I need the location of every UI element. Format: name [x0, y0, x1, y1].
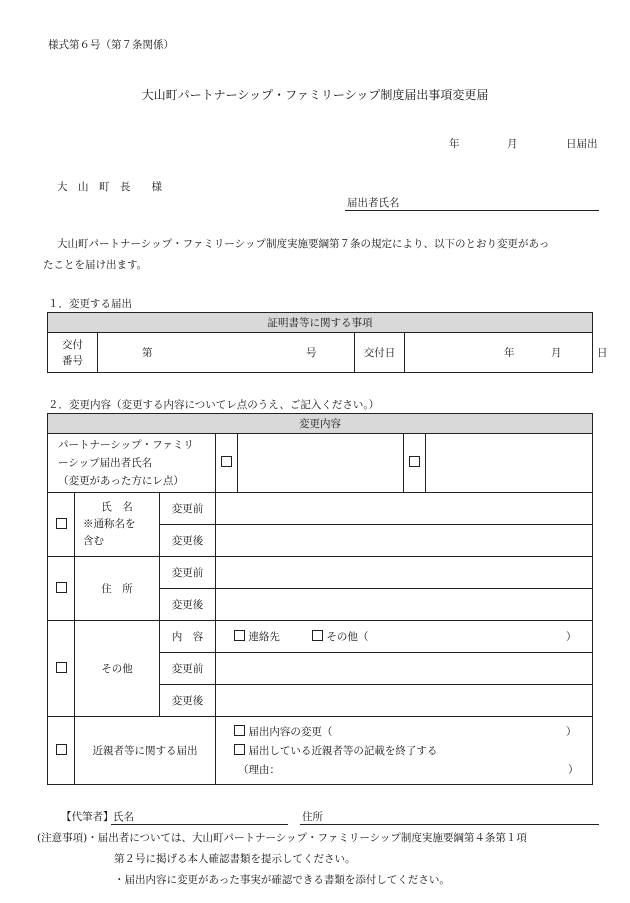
checkbox-icon [409, 456, 420, 467]
checkbox-icon [234, 725, 245, 736]
relatives-change-label: 届出内容の変更（ [248, 726, 333, 738]
relatives-label: 近親者等に関する届出 [75, 717, 216, 785]
checkbox-icon [234, 744, 245, 755]
name-after-field[interactable] [216, 525, 593, 557]
applicant-names-label [48, 434, 216, 493]
relatives-checkbox[interactable] [48, 717, 75, 785]
checkbox-icon [56, 582, 67, 593]
contact-option[interactable] [234, 629, 280, 645]
note-line-1: (注意事項)・届出者については、大山町パートナーシップ・ファミリーシップ制度実施要綱第４条第１項 [37, 832, 527, 844]
applicant-1-name-field[interactable] [238, 434, 404, 493]
checkbox-icon [221, 456, 232, 467]
note-line-3: ・届出内容に変更があった事実が確認できる書類を添付してください。 [114, 874, 450, 886]
addressee: 大 山 町 長 様 [57, 181, 162, 193]
proxy-address-label: 住所 [302, 811, 323, 823]
section1-heading: １．変更する届出 [48, 298, 132, 310]
issue-number-dai: 第 [142, 347, 153, 359]
reason-close-paren: ） [568, 764, 579, 776]
content-options [216, 621, 593, 653]
relatives-end-option[interactable] [234, 743, 437, 759]
address-before-label: 変更前 [160, 557, 216, 589]
note-line-2: 第２号に掲げる本人確認書類を提示してください。 [114, 853, 356, 865]
name-label-line: 氏 名 [101, 501, 133, 513]
issue-number-label: 交付番号 [48, 333, 98, 373]
checkbox-icon [56, 662, 67, 673]
relatives-end-label: 届出している近親者等の記載を終了する [248, 745, 438, 757]
applicant-label: 届出者氏名 [347, 197, 400, 209]
reason-label: （理由： [238, 764, 280, 776]
applicant-names-label-line: （変更があった方にレ点） [58, 475, 184, 487]
date-day: 日届出 [566, 138, 598, 150]
section2-heading: ２．変更内容（変更する内容についてレ点のうえ、ご記入ください。） [48, 399, 380, 411]
address-change-checkbox[interactable] [48, 557, 75, 621]
contact-option-label: 連絡先 [248, 631, 280, 643]
section1-table-header: 証明書等に関する事項 [48, 313, 593, 333]
section1-table [47, 312, 608, 373]
applicant-1-checkbox[interactable] [216, 434, 238, 493]
issue-number-field[interactable] [98, 333, 355, 373]
content-label: 内 容 [160, 621, 216, 653]
issue-date-day: 日 [597, 347, 608, 359]
applicant-2-name-field[interactable] [426, 434, 593, 493]
intro-line-1: 大山町パートナーシップ・ファミリーシップ制度実施要綱第７条の規定により、以下のとおり変更があっ [57, 238, 550, 250]
date-month: 月 [507, 138, 518, 150]
other-option-label: その他（ [326, 631, 369, 643]
proxy-name-line[interactable] [111, 824, 288, 825]
issue-date-month: 月 [551, 347, 562, 359]
date-year: 年 [449, 138, 460, 150]
address-after-field[interactable] [216, 589, 593, 621]
issue-number-go: 号 [306, 347, 317, 359]
checkbox-icon [56, 518, 67, 529]
name-before-label: 変更前 [160, 493, 216, 525]
issue-date-field[interactable] [405, 333, 608, 373]
applicant-names-label-line: ーシップ届出者氏名 [58, 457, 153, 469]
applicant-names-label-line: パートナーシップ・ファミリ [58, 439, 194, 451]
name-change-checkbox[interactable] [48, 493, 75, 557]
other-change-checkbox[interactable] [48, 621, 75, 717]
applicant-signature-line[interactable] [345, 210, 599, 211]
checkbox-icon [234, 630, 245, 641]
checkbox-icon [56, 744, 67, 755]
relatives-options [216, 717, 593, 785]
form-number: 様式第６号（第７条関係） [48, 39, 174, 51]
checkbox-icon [312, 630, 323, 641]
name-label-line: ※通称名を [83, 518, 136, 530]
relatives-change-option[interactable] [234, 724, 332, 740]
relatives-change-close-paren: ） [566, 726, 577, 738]
other-before-field[interactable] [216, 653, 593, 685]
other-after-label: 変更後 [160, 685, 216, 717]
proxy-address-line[interactable] [300, 824, 599, 825]
address-before-field[interactable] [216, 557, 593, 589]
section2-table [47, 413, 593, 785]
name-after-label: 変更後 [160, 525, 216, 557]
name-before-field[interactable] [216, 493, 593, 525]
name-label-line: 含む [83, 535, 104, 547]
issue-date-year: 年 [504, 347, 515, 359]
other-label: その他 [75, 621, 160, 717]
other-option-close-paren: ） [566, 631, 577, 643]
issue-date-label: 交付日 [355, 333, 405, 373]
proxy-label: 【代筆者】 [61, 811, 114, 823]
page-title: 大山町パートナーシップ・ファミリーシップ制度届出事項変更届 [141, 88, 489, 102]
address-after-label: 変更後 [160, 589, 216, 621]
other-before-label: 変更前 [160, 653, 216, 685]
address-label: 住 所 [75, 557, 160, 621]
other-after-field[interactable] [216, 685, 593, 717]
section2-table-header: 変更内容 [48, 414, 593, 434]
other-option[interactable] [312, 629, 368, 645]
intro-line-2: たことを届け出ます。 [43, 259, 148, 271]
applicant-2-checkbox[interactable] [404, 434, 426, 493]
proxy-name-label: 氏名 [113, 811, 134, 823]
name-label [75, 493, 160, 557]
